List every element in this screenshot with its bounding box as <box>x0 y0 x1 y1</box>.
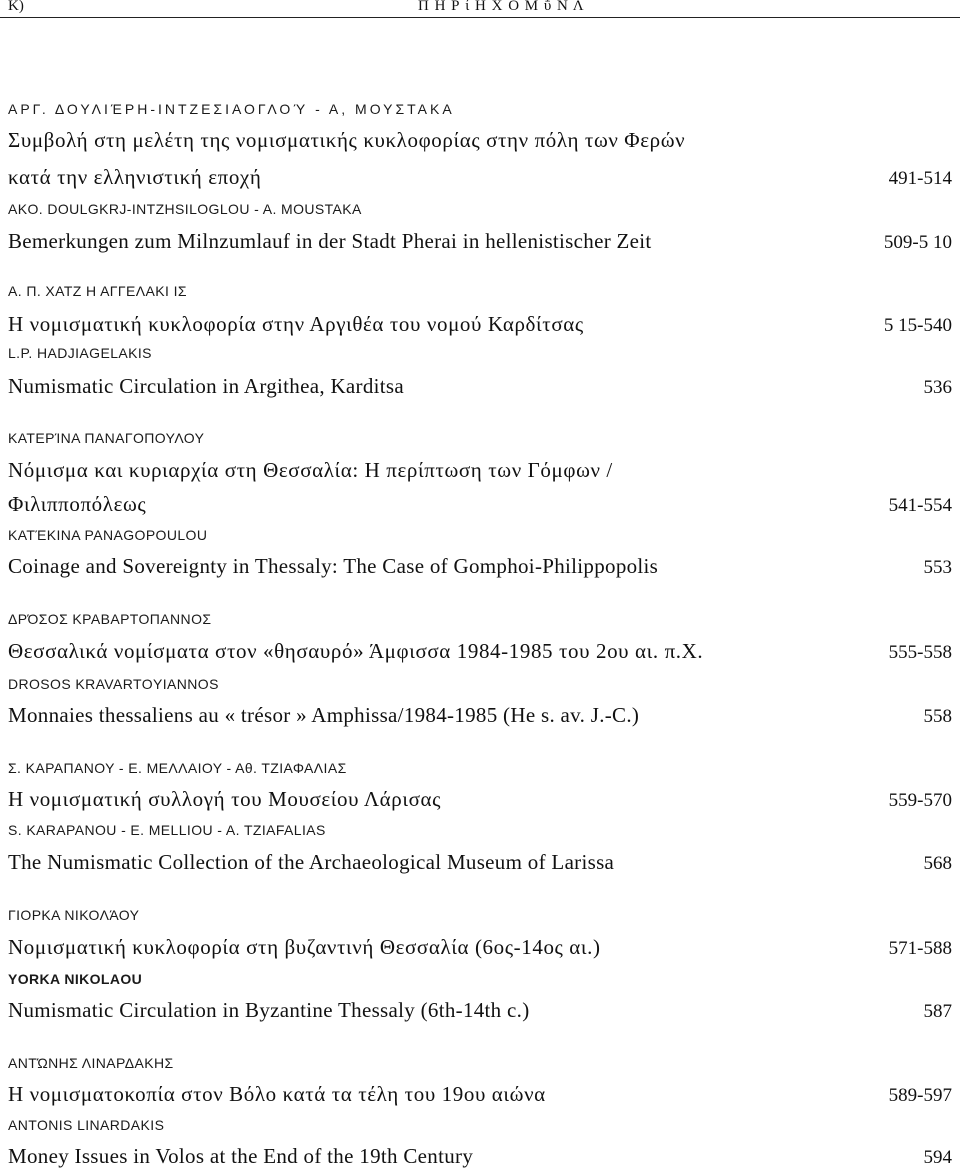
title-text: Numismatic Circulation in Argithea, Karditsa <box>8 374 404 398</box>
page-number: 491-514 <box>888 168 952 189</box>
header-left-text: Κ) <box>8 0 24 14</box>
toc-author <box>8 101 952 117</box>
title-text: Numismatic Circulation in Byzantine Thessaly (6th-14th c.) <box>8 998 530 1022</box>
title-text: The Numismatic Collection of the Archaeological Museum of Larissa <box>8 850 615 874</box>
page-number: 587 <box>923 1001 952 1022</box>
toc-author <box>8 971 952 987</box>
toc-author <box>8 527 952 543</box>
author-line: AKO. DOULGKRJ-INTZHSILOGLOU - A. MOUSTAKA <box>8 201 362 217</box>
author-line: L.P. HADJIAGELAKIS <box>8 345 152 361</box>
author-line: ANTONIS LINARDAKIS <box>8 1117 165 1133</box>
header-rule <box>0 17 960 18</box>
toc-author <box>8 201 952 217</box>
toc-title-line <box>8 312 952 337</box>
page-header <box>0 0 960 22</box>
author-line: YORKA NIKOLAOU <box>8 971 143 987</box>
author-line: ΚΑΤΈΚΙΝΑ PANAGOPOULOU <box>8 527 208 543</box>
page-number: 558 <box>923 706 952 727</box>
page-number: 536 <box>923 377 952 398</box>
page-number: 559-570 <box>888 790 952 811</box>
toc-title-line <box>8 998 952 1023</box>
toc-title-line <box>8 703 952 728</box>
author-line: S. KARAPANOU - E. MELLIOU - A. TZIAFALIAS <box>8 822 326 838</box>
author-line: ΚΑΤΕΡΊΝΑ ΠΑΝΑΓΟΠΟΥΛΟΥ <box>8 430 205 446</box>
toc-title-line <box>8 639 952 664</box>
title-text: Η νομισματική κυκλοφορία στην Αργιθέα του νομού Καρδίτσας <box>8 312 584 336</box>
author-line: Α. Π. ΧΑΤΖ Η ΑΓΓΕΛΑΚΙ ΙΣ <box>8 283 187 299</box>
page-number: 541-554 <box>888 495 952 516</box>
author-line: ΔΡΌΣΟΣ ΚΡΑΒΑΡΤΟΠΑΝΝΟΣ <box>8 611 212 627</box>
title-text: Νομισματική κυκλοφορία στη βυζαντινή Θεσσαλία (6ος-14ος αι.) <box>8 935 601 959</box>
toc-author <box>8 345 952 361</box>
toc-title-line <box>8 935 952 960</box>
toc-title-line <box>8 128 952 153</box>
author-line: DROSOS KRAVARTOYIANNOS <box>8 676 219 692</box>
toc-title-line <box>8 554 952 579</box>
page-number: 571-588 <box>888 938 952 959</box>
title-text: Η νομισματική συλλογή του Μουσείου Λάρισας <box>8 787 442 811</box>
toc-author <box>8 430 952 446</box>
title-text: Θεσσαλικά νομίσματα στον «θησαυρό» Άμφισσα 1984-1985 του 2ου αι. π.Χ. <box>8 639 704 663</box>
toc-title-line <box>8 850 952 875</box>
toc-title-line <box>8 229 952 254</box>
title-text: Coinage and Sovereignty in Thessaly: The Case of Gomphoi-Philippopolis <box>8 554 659 578</box>
toc-author <box>8 611 952 627</box>
title-text: Φιλιπποπόλεως <box>8 492 147 516</box>
title-text: Συμβολή στη μελέτη της νομισματικής κυκλοφορίας στην πόλη των Φερών <box>8 128 686 152</box>
author-line: ΓΙΟΡΚΑ ΝΙΚΟΛΆΟΥ <box>8 907 140 923</box>
toc-author <box>8 1117 952 1133</box>
toc-title-line <box>8 165 952 190</box>
title-text: Νόμισμα και κυριαρχία στη Θεσσαλία: Η περίπτωση των Γόμφων / <box>8 458 613 482</box>
page-number: 553 <box>923 557 952 578</box>
page-number: 5 15-540 <box>883 315 952 336</box>
running-head: Π Η Ρ ί Η Χ Ο Μ ΰ Ν Λ <box>418 0 585 14</box>
toc-title-line <box>8 374 952 399</box>
author-line: Σ. ΚΑΡΑΠΑΝΟΥ - Ε. ΜΕΛΛΑΙΟΥ - Αθ. ΤΖΙΑΦΑΛΙΑΣ <box>8 760 347 776</box>
toc-author <box>8 760 952 776</box>
title-text: Bemerkungen zum Milnzumlauf in der Stadt Pherai in hellenistischer Zeit <box>8 229 652 253</box>
author-line: ΑΝΤΏΝΗΣ ΛΙΝΑΡΔΑΚΗΣ <box>8 1055 174 1071</box>
title-text: Monnaies thessaliens au « trésor » Amphissa/1984-1985 (He s. av. J.-C.) <box>8 703 640 727</box>
toc-title-line <box>8 458 952 483</box>
page-number: 568 <box>923 853 952 874</box>
page-number: 555-558 <box>888 642 952 663</box>
title-text: κατά την ελληνιστική εποχή <box>8 165 262 189</box>
toc-title-line <box>8 787 952 812</box>
toc-author <box>8 676 952 692</box>
toc-title-line <box>8 492 952 517</box>
page-number: 509-5 10 <box>883 232 952 253</box>
toc-title-line <box>8 1144 952 1169</box>
page-number: 589-597 <box>888 1085 952 1106</box>
author-line: ΑΡΓ. ΔΟΥΛΙΈΡΗ-ΙΝΤΖΕΣΙΑΟΓΛΟΎ - Α, ΜΟΥΣΤΑΚΑ <box>8 101 455 117</box>
toc-title-line <box>8 1082 952 1107</box>
title-text: Money Issues in Volos at the End of the 19th Century <box>8 1144 474 1168</box>
page-number: 594 <box>923 1147 952 1168</box>
toc-author <box>8 283 952 299</box>
toc-author <box>8 1055 952 1071</box>
toc-author <box>8 822 952 838</box>
toc-author <box>8 907 952 923</box>
title-text: Η νομισματοκοπία στον Βόλο κατά τα τέλη του 19ου αιώνα <box>8 1082 546 1106</box>
